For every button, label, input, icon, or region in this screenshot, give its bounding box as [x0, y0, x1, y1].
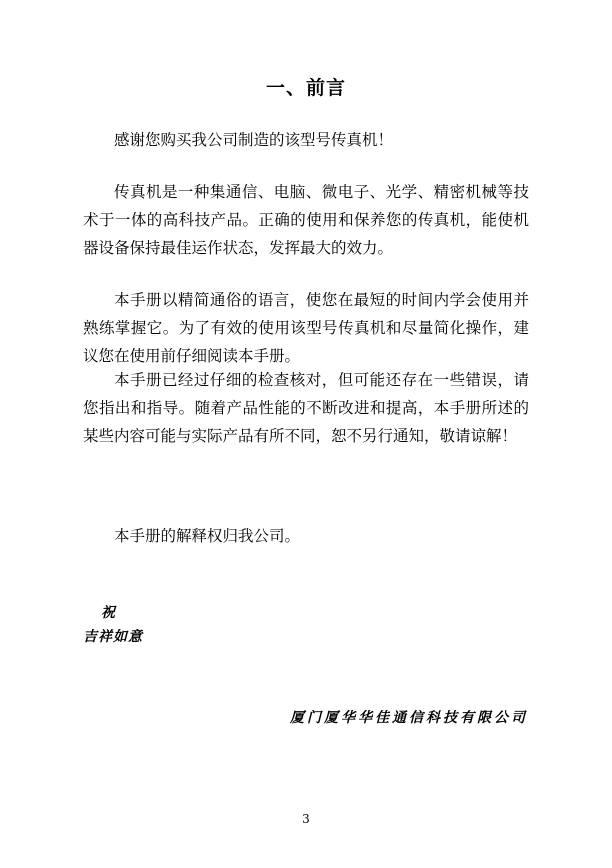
- paragraph-introduction: 传真机是一种集通信、电脑、微电子、光学、精密机械等技术于一体的高科技产品。正确的使用和保养您的传真机，能使机器设备保持最佳运作状态，发挥最大的效力。: [83, 183, 529, 257]
- paragraph-manual-purpose: 本手册以精简通俗的语言，使您在最短的时间内学会使用并熟练掌握它。为了有效的使用该型号传真机和尽量简化操作，建议您在使用前仔细阅读本手册。: [83, 291, 529, 365]
- closing-wish-line1: 祝: [101, 605, 115, 621]
- page-title: 一、前言: [265, 77, 346, 99]
- closing-wish-line2: 吉祥如意: [83, 629, 143, 645]
- page-number: 3: [302, 812, 310, 826]
- company-signature: 厦门厦华华佳通信科技有限公司: [290, 710, 528, 726]
- paragraph-disclaimer: 本手册已经过仔细的检查核对，但可能还存在一些错误，请您指出和指导。随着产品性能的不断改进和提高，本手册所述的某些内容可能与实际产品有所不同，恕不另行通知，敬请谅解！: [83, 371, 529, 445]
- paragraph-interpretation-right: 本手册的解释权归我公司。: [114, 527, 301, 545]
- paragraph-thanks: 感谢您购买我公司制造的该型号传真机！: [114, 131, 394, 149]
